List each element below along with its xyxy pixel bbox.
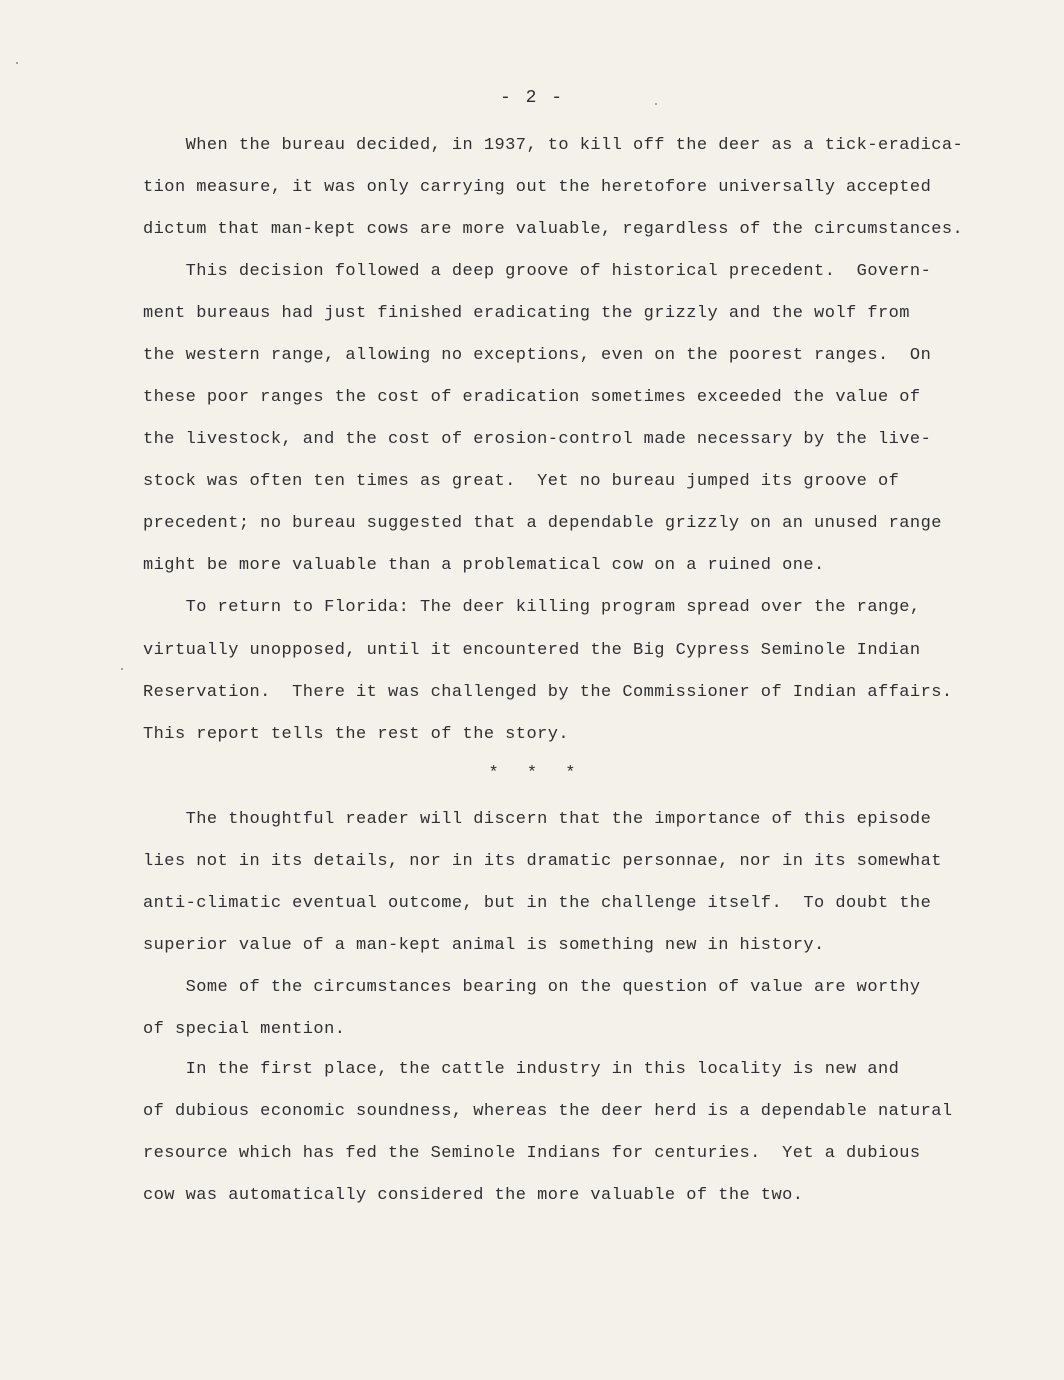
- paper-speck: [121, 668, 123, 670]
- text-line: tion measure, it was only carrying out the heretofore universally accepted: [143, 178, 932, 197]
- text-line: To return to Florida: The deer killing program spread over the range,: [143, 598, 921, 617]
- text-line: precedent; no bureau suggested that a dependable grizzly on an unused range: [143, 514, 942, 533]
- text-line: the western range, allowing no exceptions, even on the poorest ranges. On: [143, 346, 932, 365]
- text-line: dictum that man-kept cows are more valuable, regardless of the circumstances.: [143, 220, 964, 239]
- paper-speck: [16, 62, 18, 64]
- text-line: Reservation. There it was challenged by the Commissioner of Indian affairs.: [143, 683, 953, 702]
- text-line: When the bureau decided, in 1937, to kill off the deer as a tick-eradica-: [143, 136, 964, 155]
- text-line: Some of the circumstances bearing on the question of value are worthy: [143, 978, 921, 997]
- text-line: In the first place, the cattle industry in this locality is new and: [143, 1060, 900, 1079]
- text-line: anti-climatic eventual outcome, but in the challenge itself. To doubt the: [143, 894, 932, 913]
- text-line: resource which has fed the Seminole Indians for centuries. Yet a dubious: [143, 1144, 921, 1163]
- text-line: of special mention.: [143, 1020, 346, 1039]
- page-number: - 2 -: [499, 88, 564, 108]
- text-line: virtually unopposed, until it encountered the Big Cypress Seminole Indian: [143, 641, 921, 660]
- text-line: The thoughtful reader will discern that the importance of this episode: [143, 810, 932, 829]
- section-break: * * *: [488, 764, 576, 783]
- text-line: the livestock, and the cost of erosion-control made necessary by the live-: [143, 430, 932, 449]
- text-line: might be more valuable than a problematical cow on a ruined one.: [143, 556, 825, 575]
- text-line: This report tells the rest of the story.: [143, 725, 570, 744]
- text-line: ment bureaus had just finished eradicating the grizzly and the wolf from: [143, 304, 910, 323]
- text-line: of dubious economic soundness, whereas the deer herd is a dependable natural: [143, 1102, 953, 1121]
- text-line: cow was automatically considered the more valuable of the two.: [143, 1186, 804, 1205]
- text-line: superior value of a man-kept animal is something new in history.: [143, 936, 825, 955]
- text-line: lies not in its details, nor in its dramatic personnae, nor in its somewhat: [143, 852, 942, 871]
- text-line: these poor ranges the cost of eradication sometimes exceeded the value of: [143, 388, 921, 407]
- paper-speck: [655, 103, 657, 105]
- text-line: This decision followed a deep groove of historical precedent. Govern-: [143, 262, 932, 281]
- text-line: stock was often ten times as great. Yet no bureau jumped its groove of: [143, 472, 900, 491]
